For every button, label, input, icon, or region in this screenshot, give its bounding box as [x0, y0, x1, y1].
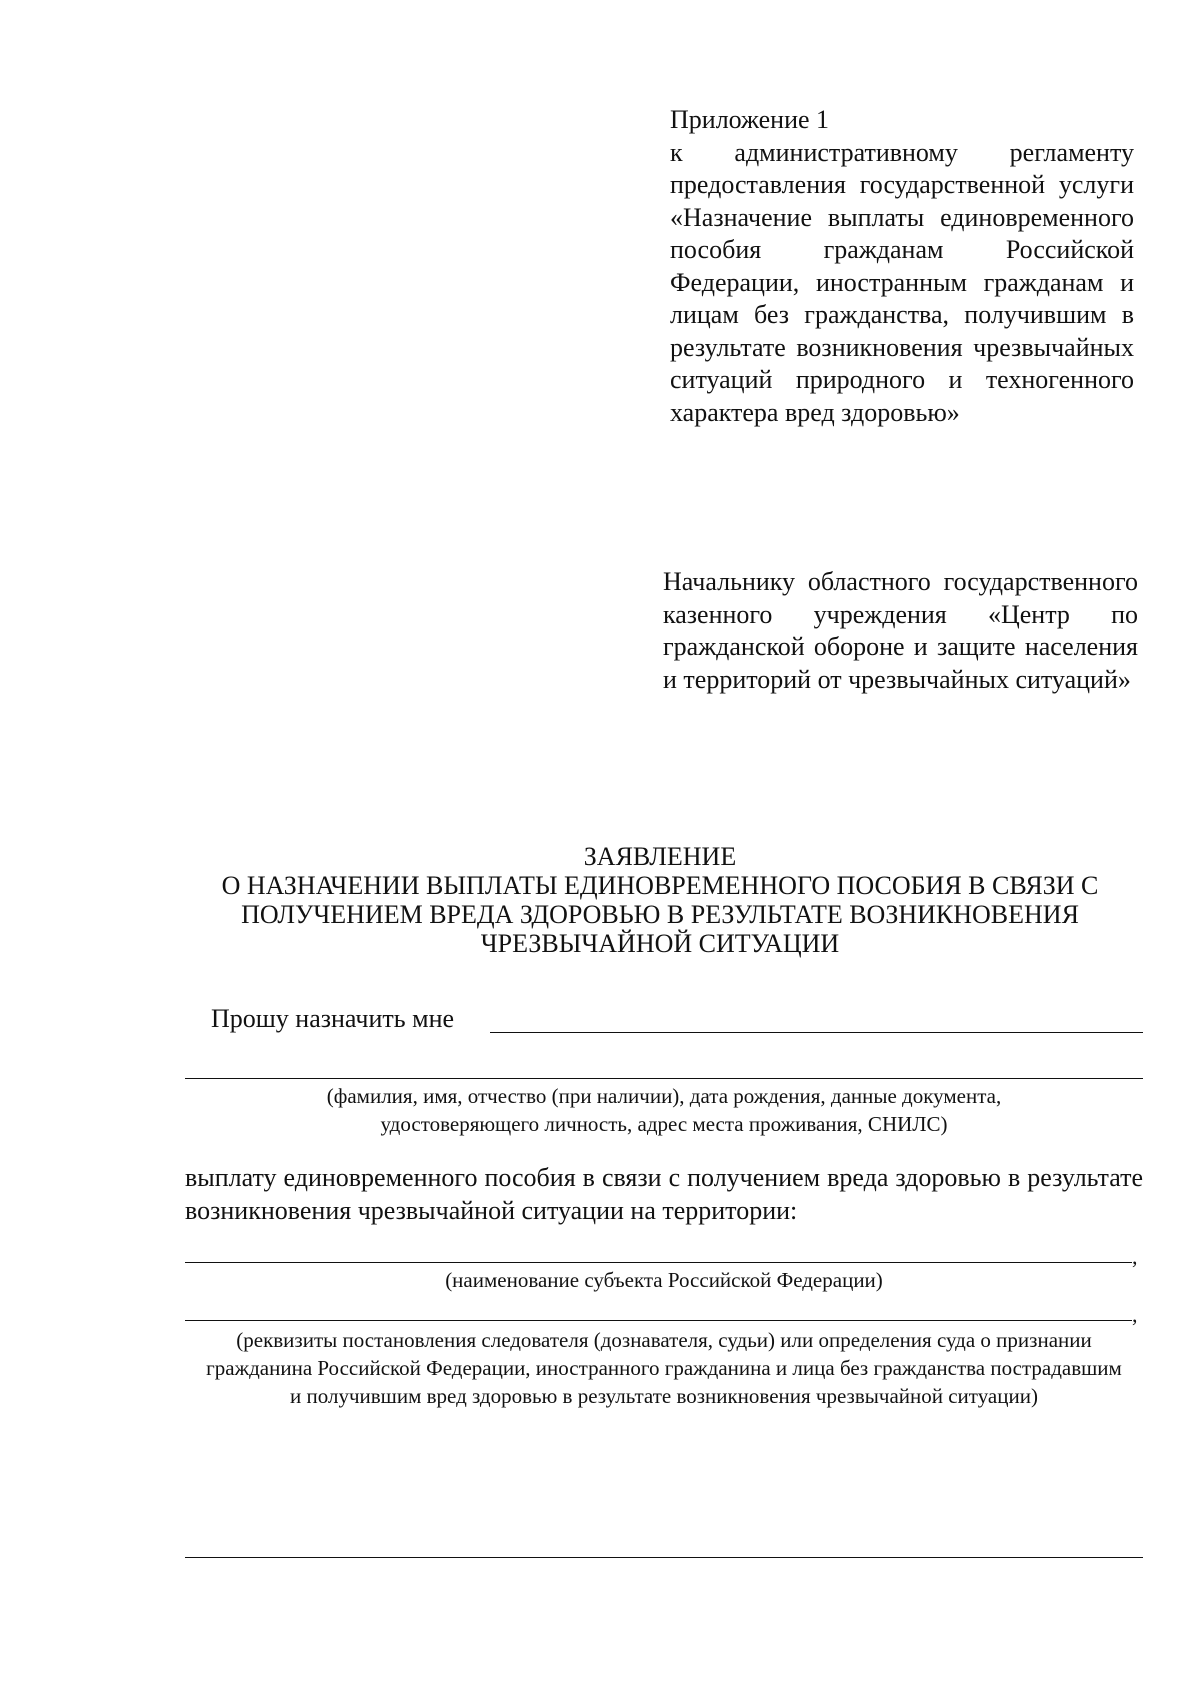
document-heading: ЗАЯВЛЕНИЕ [583, 842, 737, 871]
addressee-block: Начальнику областного государственного казенного учреждения «Центр по гражданской обороне и защите населения и территорий от чрезвычайных ситуаций» [663, 567, 1138, 694]
appendix-block [670, 104, 1134, 429]
document-subheading: О НАЗНАЧЕНИИ ВЫПЛАТЫ ЕДИНОВРЕМЕННОГО ПОСОБИЯ В СВЯЗИ С ПОЛУЧЕНИЕМ ВРЕДА ЗДОРОВЬЮ В РЕЗУЛЬТАТЕ ВОЗНИКНОВЕНИЯ ЧРЕЗВЫЧАЙНОЙ СИТУАЦИИ [221, 871, 1099, 958]
decree-hint: (реквизиты постановления следователя (дознавателя, судьи) или определения суда о признании гражданина Российской Федерации, иностранного гражданина и лица без гражданства пострадавшим и получившим вред здоровью в результате возникновения чрезвычайной ситуации) [206, 1328, 1122, 1408]
applicant-details-hint-line2: удостоверяющего личность, адрес места проживания, СНИЛС) [380, 1112, 948, 1136]
additional-blank-field[interactable] [185, 1557, 1143, 1558]
payment-paragraph: выплату единовременного пособия в связи с получением вреда здоровью в результате возникновения чрезвычайной ситуации на территории: [185, 1163, 1143, 1225]
region-hint: (наименование субъекта Российской Федерации) [445, 1268, 883, 1292]
appendix-text: к административному регламенту предоставления государственной услуги «Назначение выплаты единовременного пособия гражданам Российской Федерации, иностранным гражданам и лицам без гражданства, получившим в результате возникновения чрезвычайных ситуаций природного и техногенного характера вред здоровью» [670, 137, 1134, 427]
region-field[interactable] [185, 1262, 1132, 1263]
appendix-title: Приложение 1 [670, 105, 830, 134]
region-comma: , [1132, 1244, 1138, 1269]
decree-comma: , [1132, 1302, 1138, 1327]
document-title [160, 842, 1160, 958]
applicant-details-hint [185, 1082, 1143, 1138]
decree-field[interactable] [185, 1320, 1132, 1321]
applicant-details-hint-line1: (фамилия, имя, отчество (при наличии), дата рождения, данные документа, [326, 1084, 1002, 1108]
applicant-details-field[interactable] [185, 1078, 1143, 1079]
applicant-name-field[interactable] [490, 1032, 1143, 1033]
request-label: Прошу назначить мне [211, 1004, 455, 1033]
